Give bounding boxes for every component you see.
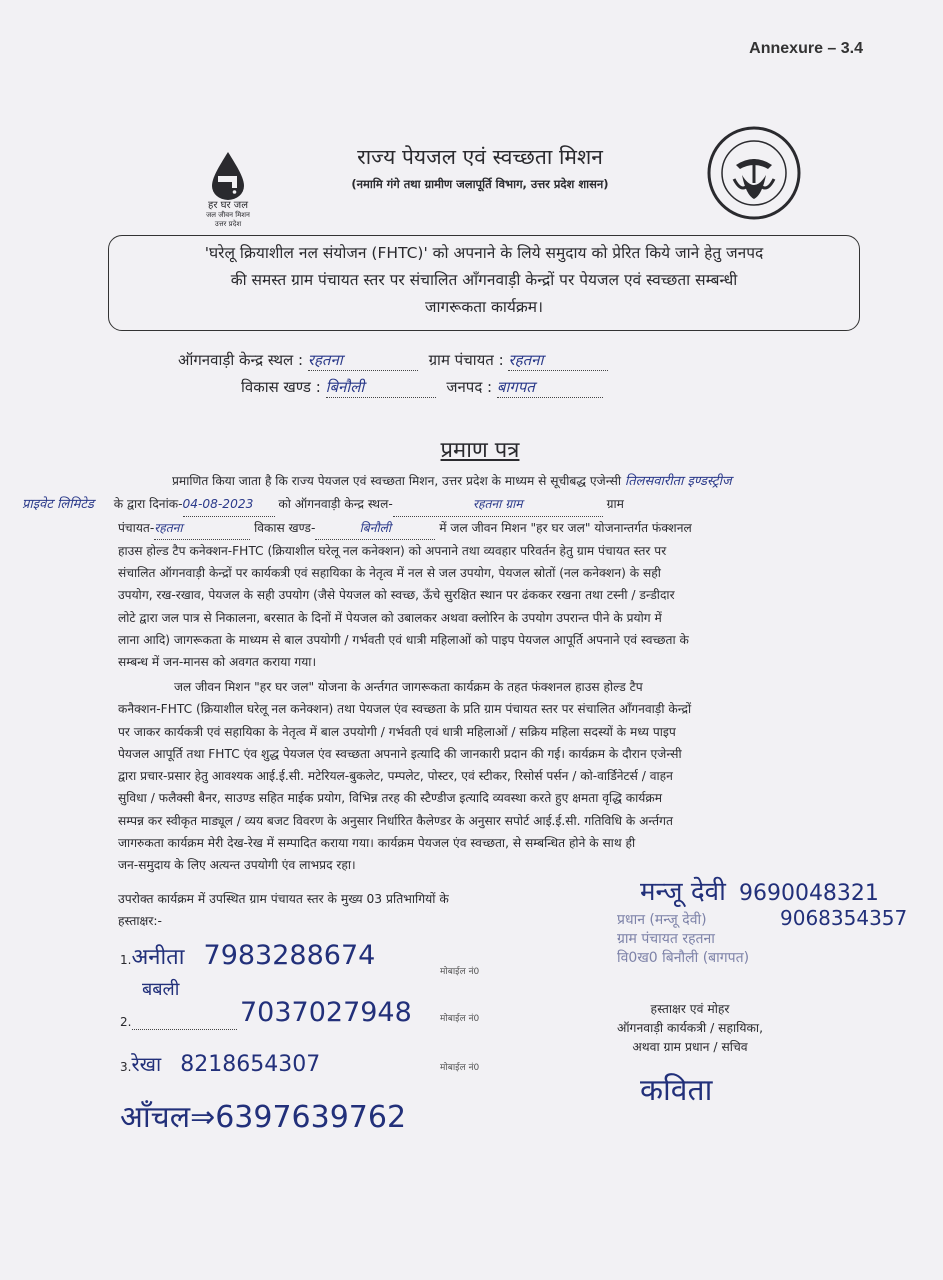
para2-line-3: पर जाकर कार्यकत्री एवं सहायिका के नेतृत्व में बाल उपयोगी / गर्भवती एवं धात्री महिलाओं / सक्रिय महिला सदस्यों के मध्य पाइप bbox=[118, 724, 676, 739]
pradhan-signature-block bbox=[640, 872, 879, 908]
caption-line-3: अथवा ग्राम प्रधान / सचिव bbox=[632, 1040, 748, 1054]
para2-line-2: कनैक्शन-FHTC (क्रियाशील घरेलू नल कनेक्शन) तथा पेयजल एंव स्वच्छता के प्रति ग्राम पंचायत स्तर पर संचालित आँगनवाड़ी केन्द्रों bbox=[118, 702, 692, 717]
banner-line-1: 'घरेलू क्रियाशील नल संयोजन (FHTC)' को अपनाने के लिये समुदाय को प्रेरित किये जाने हेतु जनपद bbox=[204, 244, 764, 262]
para1-text: को ऑगनवाड़ी केन्द्र स्थल- bbox=[278, 497, 393, 512]
signatory-row bbox=[120, 1050, 500, 1077]
vikas-khand-value: बिनौली bbox=[326, 377, 436, 398]
stamp-line-2: ग्राम पंचायत रहतना bbox=[617, 931, 715, 947]
para1-text: ग्राम bbox=[606, 497, 624, 512]
extra-signatory-phone: ⇒6397639762 bbox=[190, 1100, 407, 1135]
caption-line-2: ऑगनवाड़ी कार्यकत्री / सहायिका, bbox=[616, 1021, 764, 1035]
extra-signatory-row bbox=[120, 1095, 406, 1136]
signatory-phone: 7037027948 bbox=[240, 997, 412, 1028]
janpad-label: जनपद : bbox=[446, 378, 493, 396]
document-header bbox=[300, 143, 660, 192]
gram-panchayat-value: रहतना bbox=[508, 350, 608, 371]
para2-line-7: सम्पन्न कर स्वीकृत माड्यूल / व्यय बजट विवरण के अनुसार निर्धारित कैलेण्डर के अनुसार सपोर्ट आई.ई.सी. गतिविधि के अर्न्तगत bbox=[118, 813, 673, 828]
annexure-label: Annexure – 3.4 bbox=[749, 40, 863, 57]
banner-line-3: जागरूकता कार्यक्रम। bbox=[425, 298, 543, 316]
program-title-box bbox=[108, 235, 860, 331]
agency-name-handwritten: तिलसवारीता इण्डस्ट्रीज bbox=[624, 474, 732, 489]
pradhan-stamp bbox=[617, 910, 749, 967]
signatory-phone: 8218654307 bbox=[180, 1052, 321, 1077]
signatory-phone: 7983288674 bbox=[203, 940, 376, 971]
pradhan-phone-1: 9690048321 bbox=[738, 881, 879, 906]
para1-line-8: लाना आदि) जागरूकता के माध्यम से बाल उपयोगी / गर्भवती एवं धात्री महिलाओं को पाइप पेयजल आपूर्ति अपनाने एवं स्वच्छता के bbox=[118, 633, 689, 648]
para1-text: विकास खण्ड- bbox=[254, 520, 316, 535]
para2-line-6: सुविधा / फलैक्सी बैनर, साउण्ड सहित माईक प्रयोग, विभिन्न तरह की स्टैण्डीज इत्यादि व्यवस्था करते हुए क्षमता वृद्धि कार्यक्रम bbox=[118, 791, 663, 806]
kavita-signature: कविता bbox=[640, 1073, 713, 1108]
anganwadi-value: रहतना bbox=[308, 350, 418, 371]
banner-line-2: की समस्त ग्राम पंचायत स्तर पर संचालित आँगनवाड़ी केन्द्रों पर पेयजल एवं स्वच्छता सम्बन्धी bbox=[230, 271, 738, 289]
para1-line-5: संचालित ऑगनवाड़ी केन्द्रों पर कार्यकत्री एवं सहायिका के नेतृत्व में नल से जल उपयोग, पेयजल स्रोतों (नल कनेक्शन) के सही bbox=[118, 566, 661, 581]
date-handwritten: 04-08-2023 bbox=[183, 493, 275, 516]
mobile-label: मोबाईल नं0 bbox=[440, 1014, 480, 1024]
signature-line bbox=[132, 1015, 237, 1030]
para2-line-1: जल जीवन मिशन "हर घर जल" योजना के अर्न्तगत जागरूकता कार्यक्रम के तहत फंक्शनल हाउस होल्ड टैप bbox=[174, 680, 643, 694]
pradhan-signature: मन्जू देवी bbox=[640, 877, 726, 907]
pradhan-phone-2: 9068354357 bbox=[780, 906, 908, 930]
gram-panchayat-label: ग्राम पंचायत : bbox=[428, 351, 504, 369]
para1-line-4: हाउस होल्ड टैप कनेक्शन-FHTC (क्रियाशील घरेलू नल कनेक्शन) को अपनाने तथा व्यवहार परिवर्तन हेतु ग्राम पंचायत स्तर पर bbox=[118, 543, 667, 558]
para1-text: के द्वारा दिनांक- bbox=[113, 497, 183, 512]
signatory-name: रेखा bbox=[131, 1052, 162, 1076]
para1-text: में जल जीवन मिशन "हर घर जल" योजनान्तर्गत फंक्शनल bbox=[439, 520, 692, 535]
signatory-number: 3. bbox=[120, 1060, 132, 1074]
water-drop-tap-icon bbox=[208, 150, 248, 200]
stamp-line-1: प्रधान (मन्जू देवी) bbox=[617, 912, 707, 928]
extra-signatory-name: आँचल bbox=[120, 1100, 191, 1135]
centre-location-handwritten: रहतना ग्राम bbox=[393, 493, 603, 516]
logo-line-1: हर घर जल bbox=[208, 200, 248, 211]
signatory-number: 1. bbox=[120, 953, 132, 967]
signatory-number: 2. bbox=[120, 1015, 132, 1029]
mission-subtitle: (नमामि गंगे तथा ग्रामीण जलापूर्ति विभाग, उत्तर प्रदेश शासन) bbox=[351, 177, 609, 191]
uttar-pradesh-emblem-icon bbox=[706, 125, 802, 225]
para1-line-1 bbox=[22, 470, 842, 493]
logo-line-3: उत्तर प्रदेश bbox=[214, 220, 242, 228]
block-handwritten: बिनौली bbox=[315, 517, 435, 540]
para1-line-7: लोटे द्वारा जल पात्र से निकालना, बरसात के दिनों में पेयजल को उबालकर अथवा क्लोरिन के उपयोग उपरान्त पीने के प्रयोग में bbox=[118, 610, 662, 625]
anganwadi-row bbox=[178, 350, 608, 371]
caption-line-1: हस्ताक्षर एवं मोहर bbox=[650, 1002, 730, 1016]
logo-line-2: जल जीवन मिशन bbox=[206, 211, 250, 219]
para2-line-4: पेयजल आपूर्ति तथा FHTC एंव शुद्ध पेयजल एंव स्वच्छता अपनाने इत्यादि की जानकारी प्रदान की गई। कार्यक्रम के दौरान एजेन्सी bbox=[118, 746, 682, 761]
certificate-paragraph-2 bbox=[118, 676, 840, 877]
para1-text: प्रमाणित किया जाता है कि राज्य पेयजल एवं स्वच्छता मिशन, उत्तर प्रदेश के माध्यम से सूचीबद्ध एजेन्सी bbox=[172, 474, 622, 488]
jal-jeevan-mission-logo bbox=[192, 150, 264, 229]
para2-line-5: द्वारा प्रचार-प्रसार हेतु आवश्यक आई.ई.सी. मटेरियल-बुकलेट, पम्पलेट, पोस्टर, एवं स्टीकर, रिसोर्स पर्सन / को-वार्डिनेटर्स / वाहन bbox=[118, 769, 673, 784]
intro-line-1: उपरोक्त कार्यक्रम में उपस्थित ग्राम पंचायत स्तर के मुख्य 03 प्रतिभागियों के bbox=[118, 892, 449, 906]
vikas-khand-label: विकास खण्ड : bbox=[241, 378, 321, 396]
signatory-row bbox=[120, 940, 500, 977]
anganwadi-label: ऑगनवाड़ी केन्द्र स्थल : bbox=[178, 351, 304, 369]
mobile-label: मोबाईल नं0 bbox=[440, 967, 480, 977]
certificate-heading: प्रमाण पत्र bbox=[440, 438, 520, 463]
signature-caption bbox=[580, 1000, 800, 1057]
mobile-label: मोबाईल नं0 bbox=[440, 1063, 480, 1073]
para1-line-9: सम्बन्ध में जन-मानस को अवगत कराया गया। bbox=[118, 655, 317, 670]
intro-line-2: हस्ताक्षर:- bbox=[118, 914, 162, 928]
janpad-value: बागपत bbox=[497, 377, 603, 398]
stamp-line-3: वि0ख0 बिनौली (बागपत) bbox=[617, 950, 750, 966]
mission-title: राज्य पेयजल एवं स्वच्छता मिशन bbox=[357, 145, 603, 169]
participants-intro bbox=[118, 888, 548, 932]
para1-line-6: उपयोग, रख-रखाव, पेयजल के सही उपयोग (जैसे पेयजल को स्वच्छ, ऊँचे सुरक्षित स्थान पर ढंककर रखना तथा टस्नी / डन्डीदार bbox=[118, 588, 675, 603]
para1-text: पंचायत- bbox=[118, 520, 155, 535]
para1-line-3 bbox=[118, 517, 842, 540]
panchayat-handwritten: रहतना bbox=[154, 517, 250, 540]
signatory-name: अनीता bbox=[131, 945, 185, 970]
para1-line-2 bbox=[22, 493, 842, 516]
certificate-paragraph-1 bbox=[22, 470, 842, 674]
agency-suffix-handwritten: प्राइवेट लिमिटेड bbox=[22, 497, 94, 513]
signatory-name: बबली bbox=[142, 979, 180, 1000]
para2-line-9: जन-समुदाय के लिए अत्यन्त उपयोगी एंव लाभप्रद रहा। bbox=[118, 858, 356, 873]
vikas-row bbox=[241, 377, 603, 398]
para2-line-8: जागरुकता कार्यक्रम मेरी देख-रेख में सम्पादित कराया गया। कार्यक्रम पेयजल एंव स्वच्छता, से सम्बन्धित होने के साथ ही bbox=[118, 836, 636, 851]
